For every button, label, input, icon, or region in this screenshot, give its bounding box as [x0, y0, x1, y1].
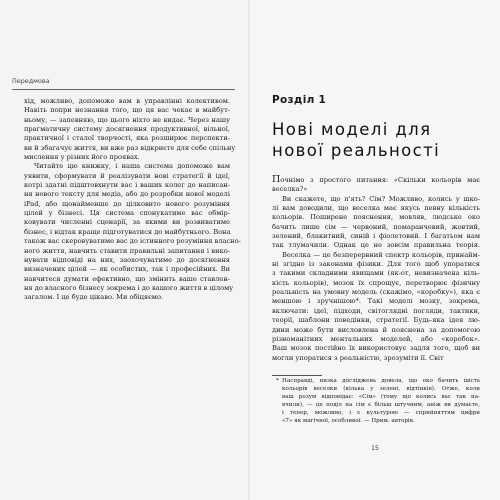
text-line: прагматичну систему досягнення продуктивної, вільної, [24, 125, 230, 134]
footnote-line: кольорів веселки (кілька у зелені, відтінків). Отже, коли [282, 385, 480, 392]
text-line [272, 175, 480, 185]
footnote-line: Насправді, низка досліджень довела, що око бачить шість [282, 378, 480, 384]
text-line: Читайте цю книжку, і наша система допоможе вам [34, 162, 230, 171]
text-line: також вас скеровуватиме вас до істинного розуміння власно- [24, 237, 241, 246]
text-line: веселка?» [272, 185, 308, 194]
footnote-marker: * [276, 378, 279, 384]
chapter-label: Розділ 1 [272, 94, 327, 106]
text-line: визначених цілей — як особистих, так і професійних. Ви [24, 265, 230, 274]
text-line: з такими складними явищами (як-от, невизначена кіль- [272, 269, 480, 278]
chapter-title-line: нової реальності [272, 141, 441, 160]
text-line: зелений, блакитний, синій і фіолетовий. І багатьом нам [272, 232, 480, 241]
footnote-line: вчили), — це поділ на сім є більш штучним, аніж ви думаєте, [282, 401, 480, 408]
text-line: навчитеся думати ефективно, що змінить ваше ставлен- [24, 274, 230, 283]
chapter-title-line: Нові моделі для [272, 120, 432, 139]
text-line: кість кольорів), мозок їх спрощує, перетворює фізичну [272, 278, 480, 287]
text-line: бізнес, і відтак краще підготуватися до майбутнього. Вона [24, 227, 231, 236]
text-line: загалом. І це буде цікаво. Ми обіцяємо. [24, 293, 164, 302]
text-line: хід, можливо, допоможе вам в управлінні колективом. [24, 97, 230, 105]
footnote-line: і тепер, можливо, і є культурою — сприйняттям цифри [282, 409, 480, 416]
text-line: Веселка — це безперервний спектр кольорів, принайм- [282, 250, 480, 259]
text-line: різноманітних ментальних моделей, або «коробок». [272, 334, 480, 343]
text-line: цілей у бізнесі. Ця система спонукатиме вас обмір- [24, 209, 230, 218]
text-line: Ви скажете, що п'ять? Сім? Можливо, колись у шко- [282, 194, 480, 203]
text-line: уявити, сформувати й реалізувати нові стратегії й ідеї, [24, 171, 230, 180]
text-line: могли упоратися з реальністю, зрозуміти її. Світ [272, 353, 444, 362]
text-line: ного життя, навчить ставити правильні запитання і вико- [24, 246, 230, 255]
text-line: ви й збагачує життя, ви вже раз відкриєте для себе спільну [24, 143, 236, 152]
body-text [272, 175, 480, 363]
header-rule [12, 89, 235, 90]
text-line: ні згідно із законами фізики. Для того щоб упоратися [272, 260, 480, 269]
text-line: теорії, шаблони поведінки, стратегії. Будь-яка ідея лю- [272, 316, 480, 325]
text-line: лі вам доводили, що веселка має якусь певну кількість [272, 204, 480, 213]
text-line: меншою і зручнішою*. Такі моделі мозку, зокрема, [272, 297, 480, 306]
footnote-line: ваш розум відповідає: «Сім» (тому що колись вас так на- [282, 393, 480, 400]
chapter-title [272, 119, 440, 161]
text-line: включати: ідеї, підходи, світоглядні погляди, тактики, [272, 306, 480, 315]
footnote-line: «7» як магічної, особливої. — Прим. авторів. [282, 417, 415, 424]
text-line: Навіть попри незнання того, що ця вас чекає в майбут- [24, 106, 230, 115]
text-line: ня до власного бізнесу зокрема і до вашого життя в цілому [24, 283, 234, 292]
text-line: ня нового тексту для медіа, або до розробки нової моделі [24, 190, 230, 199]
text-line: ковувати численні сценарії, за якими ви розвиватиме [24, 218, 230, 227]
body-text [24, 97, 241, 303]
text-line: кольорів. Поширене пояснення, мовляв, людське око [272, 213, 480, 222]
running-head: Передмова [12, 77, 50, 85]
drop-cap: П [272, 174, 281, 185]
text-line: iPad, або щонайменше до цілковито нового розуміння [24, 199, 230, 208]
text-line: практичної і сталої творчості, яка розширює перспекти- [24, 134, 230, 143]
text-line: дини може бути висловлена й пояснена за допомогою [272, 325, 480, 334]
text-line: реальність на умовну модель (скажімо, «коробку»), яка є [272, 288, 480, 297]
footnote [272, 378, 480, 425]
text-line: мислення у різних його проявах. [24, 153, 140, 162]
text-line: бачить лише сім — червоний, помаранчевий, жовтий, [272, 222, 480, 231]
footnote-rule [272, 375, 322, 376]
page-number: 15 [371, 445, 379, 452]
text-line: нувати відповіді на них, заохочуватиме до досягнення [24, 255, 230, 264]
text-line: ньому, — запевняю, що цього ніхто не видає. Через нашу [24, 115, 230, 124]
text-line-rest: очнімо з простого питання: «Скільки кольорів має [280, 176, 480, 184]
right-page [250, 0, 500, 500]
text-line: котрі здатні підштовхнути вас і ваших колег до написан- [24, 181, 230, 190]
text-line: Ваш мозок постійно їх використовує задля того, щоб ви [272, 344, 480, 353]
text-line: так тлумачили. Однак це не зовсім правильна теорія. [272, 241, 480, 250]
